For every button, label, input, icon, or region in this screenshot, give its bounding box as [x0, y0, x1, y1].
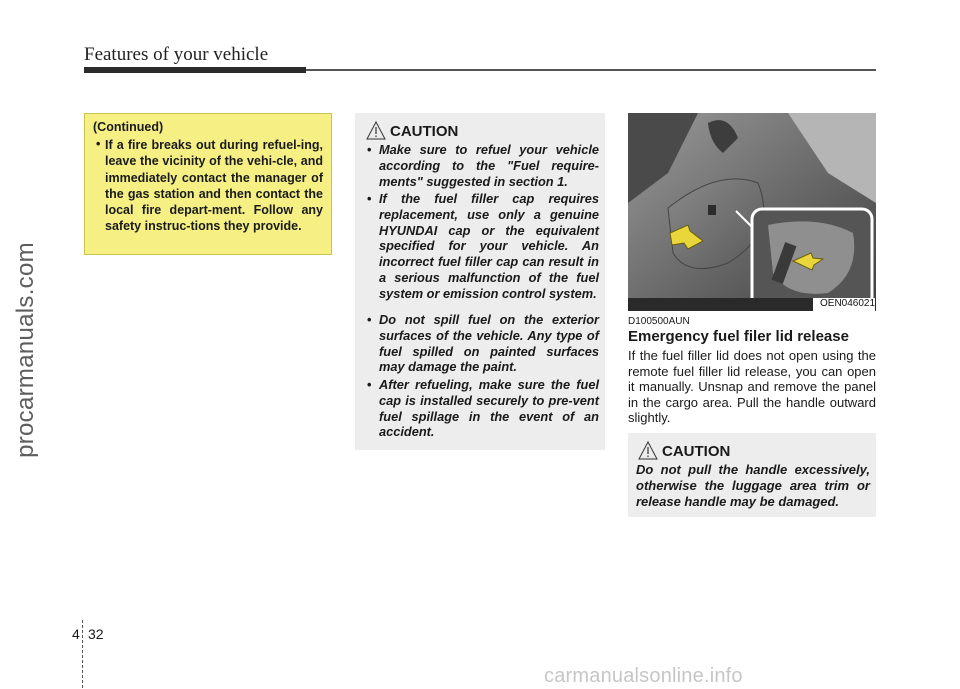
caution-text: Do not pull the handle excessively, otherwise the luggage area trim or release handle may be damaged.: [636, 462, 870, 509]
footer-divider: [82, 620, 83, 688]
caution-item-text: Do not spill fuel on the exterior surfaces of the vehicle. Any type of fuel spilled on painted surfaces may damage the paint.: [379, 312, 599, 375]
caution-item: [367, 142, 599, 189]
bullet-dot: •: [367, 142, 372, 157]
cargo-panel-illustration: [628, 113, 876, 311]
header-rule-thin: [306, 69, 876, 71]
caution-item: [367, 377, 599, 440]
side-watermark-text: procarmanuals.com: [12, 242, 39, 458]
caution-item-text: After refueling, make sure the fuel cap is installed securely to pre-vent fuel spillage in the event of an accident.: [379, 377, 599, 440]
caution-item: [367, 191, 599, 302]
section-code: D100500AUN: [628, 316, 690, 327]
continued-text: If a fire breaks out during refuel-ing, leave the vicinity of the vehi-cle, and immediately contact the manager of the gas station and then contact the local fire depart-ment. Follow any safety instruc-tions they provide.: [105, 138, 323, 234]
header-rule-thick: [84, 67, 306, 73]
chapter-number: 4: [72, 626, 80, 642]
caution-item: [367, 312, 599, 375]
bullet-dot: •: [367, 191, 372, 206]
page-number: 32: [88, 626, 104, 642]
warning-triangle-icon: [366, 121, 386, 141]
figure-code: OEN046021: [820, 298, 876, 309]
section-body: If the fuel filler lid does not open using the remote fuel filler lid release, you can open it manually. Unsnap and remove the panel in the cargo area. Pull the handle outward slightly.: [628, 348, 876, 426]
caution-title: CAUTION: [662, 443, 731, 460]
cargo-panel-photo: [628, 113, 876, 311]
bullet-dot: •: [367, 377, 372, 392]
caution-item-text: Make sure to refuel your vehicle according to the "Fuel require-ments" suggested in section 1.: [379, 142, 599, 189]
caution-title: CAUTION: [390, 123, 459, 140]
bullet-dot: •: [96, 137, 101, 151]
section-title: Emergency fuel filer lid release: [628, 328, 849, 345]
bullet-dot: •: [367, 312, 372, 327]
side-watermark: [6, 220, 46, 480]
continued-title: (Continued): [93, 120, 164, 134]
caution-item-text: If the fuel filler cap requires replacement, use only a genuine HYUNDAI cap or the equivalent specified for your vehicle. An incorrect fuel filler cap can result in a serious malfunction of the fuel system or emission control system.: [379, 191, 599, 301]
warning-triangle-icon: [638, 441, 658, 461]
page-header-title: Features of your vehicle: [84, 44, 269, 65]
bottom-watermark: carmanualsonline.info: [544, 665, 743, 687]
